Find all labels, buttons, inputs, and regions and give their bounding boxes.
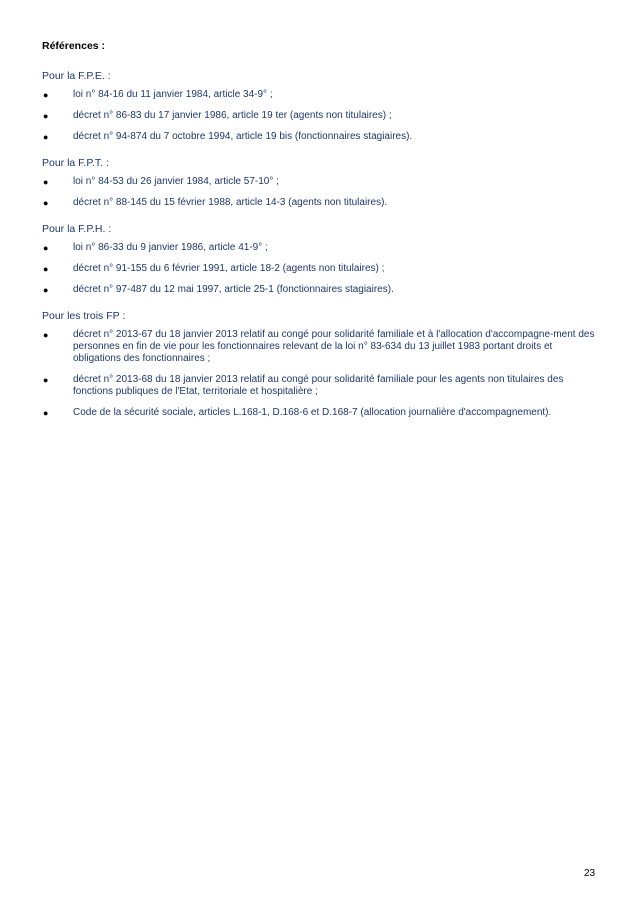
reference-section [42, 223, 602, 296]
list-item [42, 110, 602, 122]
list-item-text: loi n° 84-16 du 11 janvier 1984, article 34-9° ; [73, 89, 273, 100]
list-item-text: loi n° 84-53 du 26 janvier 1984, article 57-10° ; [73, 176, 279, 187]
list-item-text: loi n° 86-33 du 9 janvier 1986, article 41-9° ; [73, 242, 268, 253]
list-item-text: décret n° 94-874 du 7 octobre 1994, article 19 bis (fonctionnaires stagiaires). [73, 131, 413, 142]
list-item-text: décret n° 88-145 du 15 février 1988, article 14-3 (agents non titulaires). [73, 197, 388, 208]
bullet-icon: ● [43, 408, 49, 418]
list-item [42, 263, 602, 275]
list-item-text: décret n° 2013-68 du 18 janvier 2013 relatif au congé pour solidarité familiale pour les agents non titulaires des fonctions publiques de l'Etat, territoriale et hospitalière ; [73, 374, 564, 397]
bullet-icon: ● [43, 111, 49, 121]
bullet-icon: ● [43, 330, 49, 340]
bullet-icon: ● [43, 90, 49, 100]
list-item-text: décret n° 86-83 du 17 janvier 1986, article 19 ter (agents non titulaires) ; [73, 110, 392, 121]
list-item [42, 284, 602, 296]
bullet-icon: ● [43, 243, 49, 253]
list-item [42, 329, 602, 365]
list-item [42, 89, 602, 101]
section-title: Pour la F.P.H. : [42, 223, 112, 235]
bullet-icon: ● [43, 375, 49, 385]
section-title: Pour la F.P.T. : [42, 157, 109, 169]
reference-section [42, 310, 602, 419]
reference-list [42, 329, 602, 419]
list-item [42, 374, 602, 398]
page-number: 23 [584, 868, 596, 879]
section-title: Pour les trois FP : [42, 310, 126, 322]
bullet-icon: ● [43, 285, 49, 295]
reference-list [42, 89, 602, 143]
list-item [42, 197, 602, 209]
section-title: Pour la F.P.E. : [42, 70, 111, 82]
list-item-text: Code de la sécurité sociale, articles L.168-1, D.168-6 et D.168-7 (allocation journalière d'accompagnement). [73, 407, 552, 418]
references-heading: Références : [42, 40, 106, 52]
reference-section [42, 157, 602, 209]
list-item-text: décret n° 91-155 du 6 février 1991, article 18-2 (agents non titulaires) ; [73, 263, 385, 274]
bullet-icon: ● [43, 198, 49, 208]
list-item [42, 407, 602, 419]
bullet-icon: ● [43, 132, 49, 142]
list-item-text: décret n° 2013-67 du 18 janvier 2013 relatif au congé pour solidarité familiale et à l'allocation d'accompagne-ment des personnes en fin de vie pour les fonctionnaires relevant de la loi n° 83-634 du 13 juillet 1983 portant droits et obligations des fonctionnaires ; [73, 329, 595, 364]
document-body [42, 40, 602, 433]
references-sections [42, 70, 602, 419]
reference-section [42, 70, 602, 143]
list-item [42, 131, 602, 143]
reference-list [42, 242, 602, 296]
reference-list [42, 176, 602, 209]
list-item [42, 242, 602, 254]
list-item [42, 176, 602, 188]
bullet-icon: ● [43, 177, 49, 187]
list-item-text: décret n° 97-487 du 12 mai 1997, article 25-1 (fonctionnaires stagiaires). [73, 284, 394, 295]
bullet-icon: ● [43, 264, 49, 274]
